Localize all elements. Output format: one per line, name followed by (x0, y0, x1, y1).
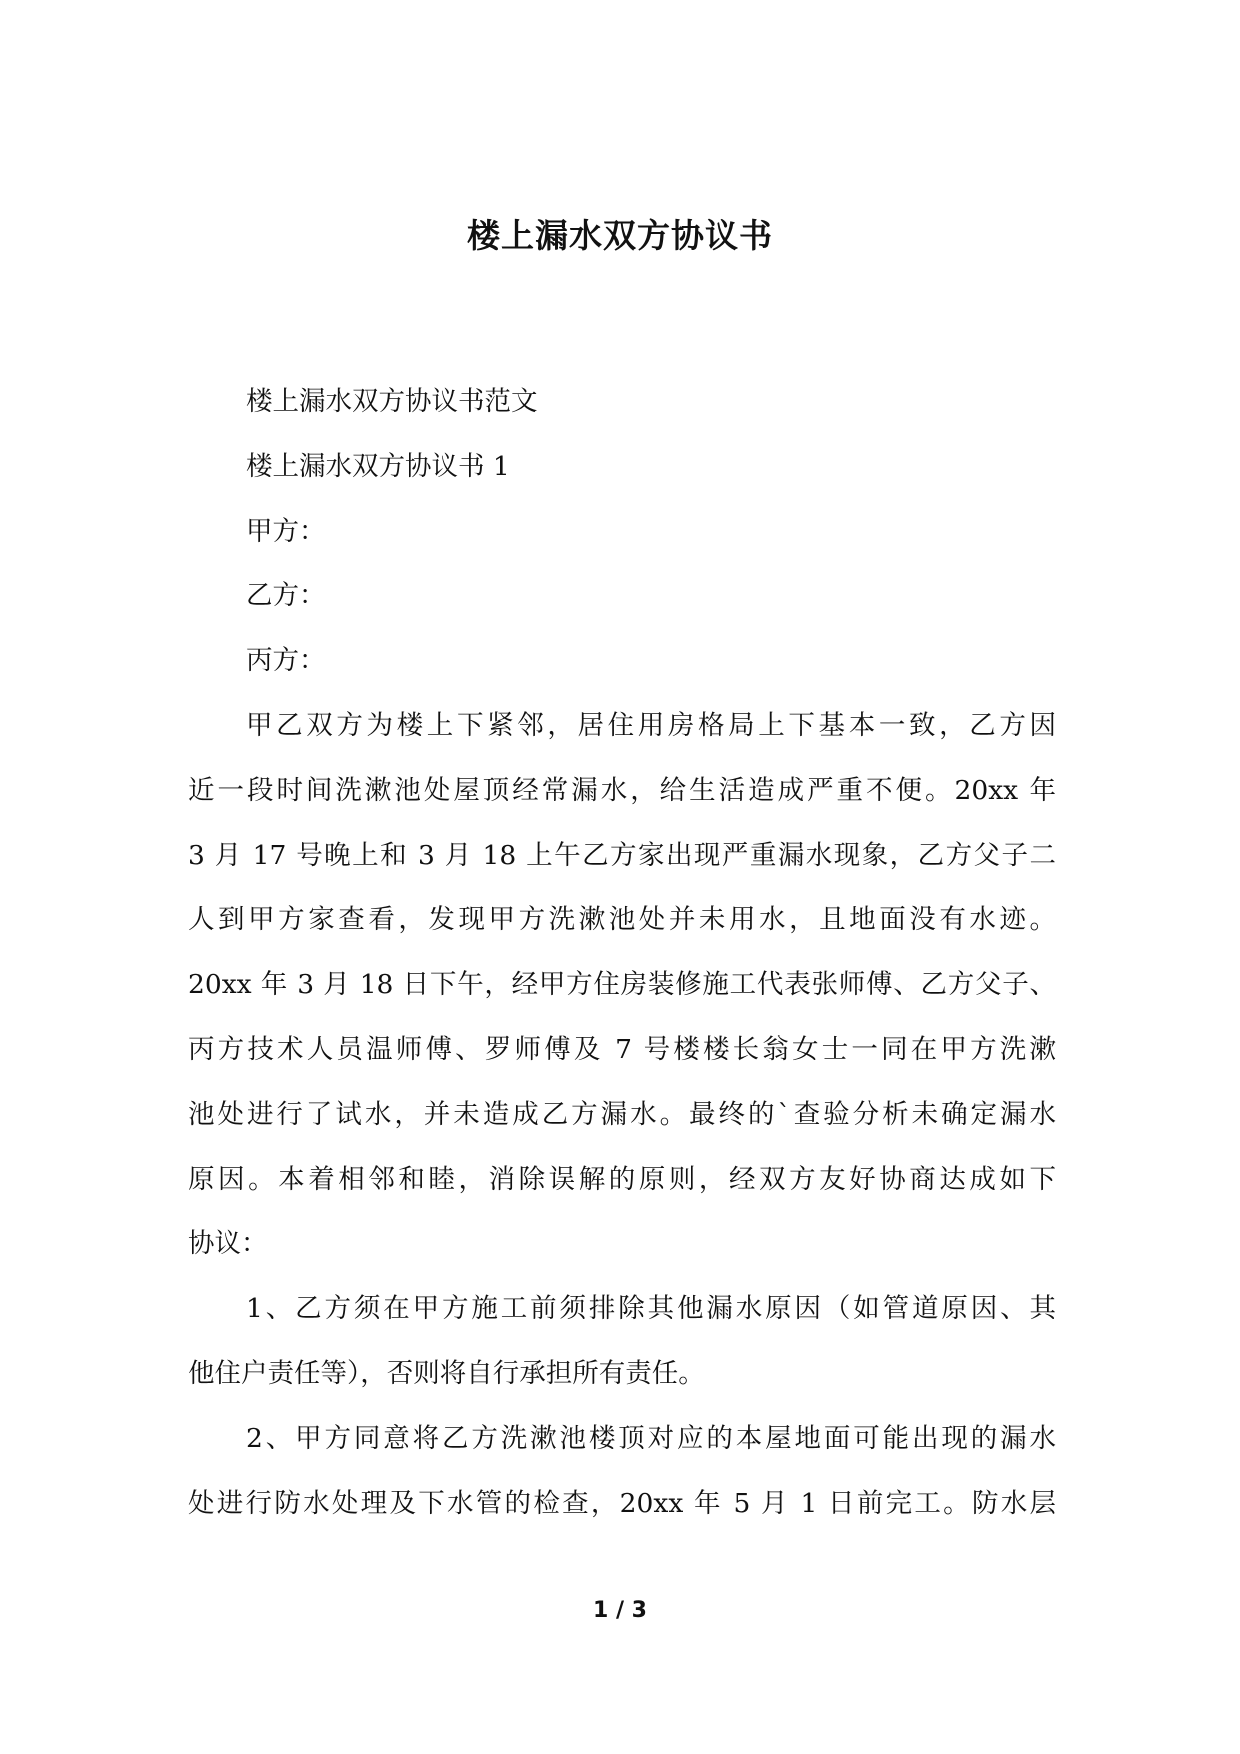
text-line: 楼上漏水双方协议书 1 (246, 450, 510, 482)
text-line: 乙方： (246, 580, 326, 612)
text-line: 池处进行了试水，并未造成乙方漏水。最终的`查验分析未确定漏水 (188, 1098, 1056, 1130)
text-line: 甲方： (246, 515, 326, 547)
text-line: 甲乙双方为楼上下紧邻，居住用房格局上下基本一致，乙方因 (246, 709, 1056, 741)
text-line: 1、乙方须在甲方施工前须排除其他漏水原因（如管道原因、其 (246, 1293, 1056, 1325)
text-line: 协议： (188, 1228, 268, 1260)
text-line: 楼上漏水双方协议书范文 (246, 386, 538, 417)
text-line: 20xx 年 3 月 18 日下午，经甲方住房装修施工代表张师傅、乙方父子、 (188, 969, 1056, 1001)
text-line: 人到甲方家查看，发现甲方洗漱池处并未用水，且地面没有水迹。 (188, 904, 1056, 936)
text-line: 原因。本着相邻和睦，消除误解的原则，经双方友好协商达成如下 (188, 1163, 1056, 1195)
document-body (188, 370, 1056, 1536)
text-line: 处进行防水处理及下水管的检查，20xx 年 5 月 1 日前完工。防水层 (188, 1487, 1056, 1519)
text-line: 丙方： (246, 645, 326, 677)
page-number: 1 / 3 (593, 1598, 647, 1623)
text-line: 近一段时间洗漱池处屋顶经常漏水，给生活造成严重不便。20xx 年 (188, 774, 1056, 806)
text-line: 2、甲方同意将乙方洗漱池楼顶对应的本屋地面可能出现的漏水 (246, 1422, 1056, 1454)
text-line: 他住户责任等），否则将自行承担所有责任。 (188, 1357, 705, 1389)
text-line: 3 月 17 号晚上和 3 月 18 上午乙方家出现严重漏水现象，乙方父子二 (188, 839, 1056, 871)
text-line: 丙方技术人员温师傅、罗师傅及 7 号楼楼长翁女士一同在甲方洗漱 (188, 1033, 1056, 1065)
document-title: 楼上漏水双方协议书 (467, 216, 773, 255)
